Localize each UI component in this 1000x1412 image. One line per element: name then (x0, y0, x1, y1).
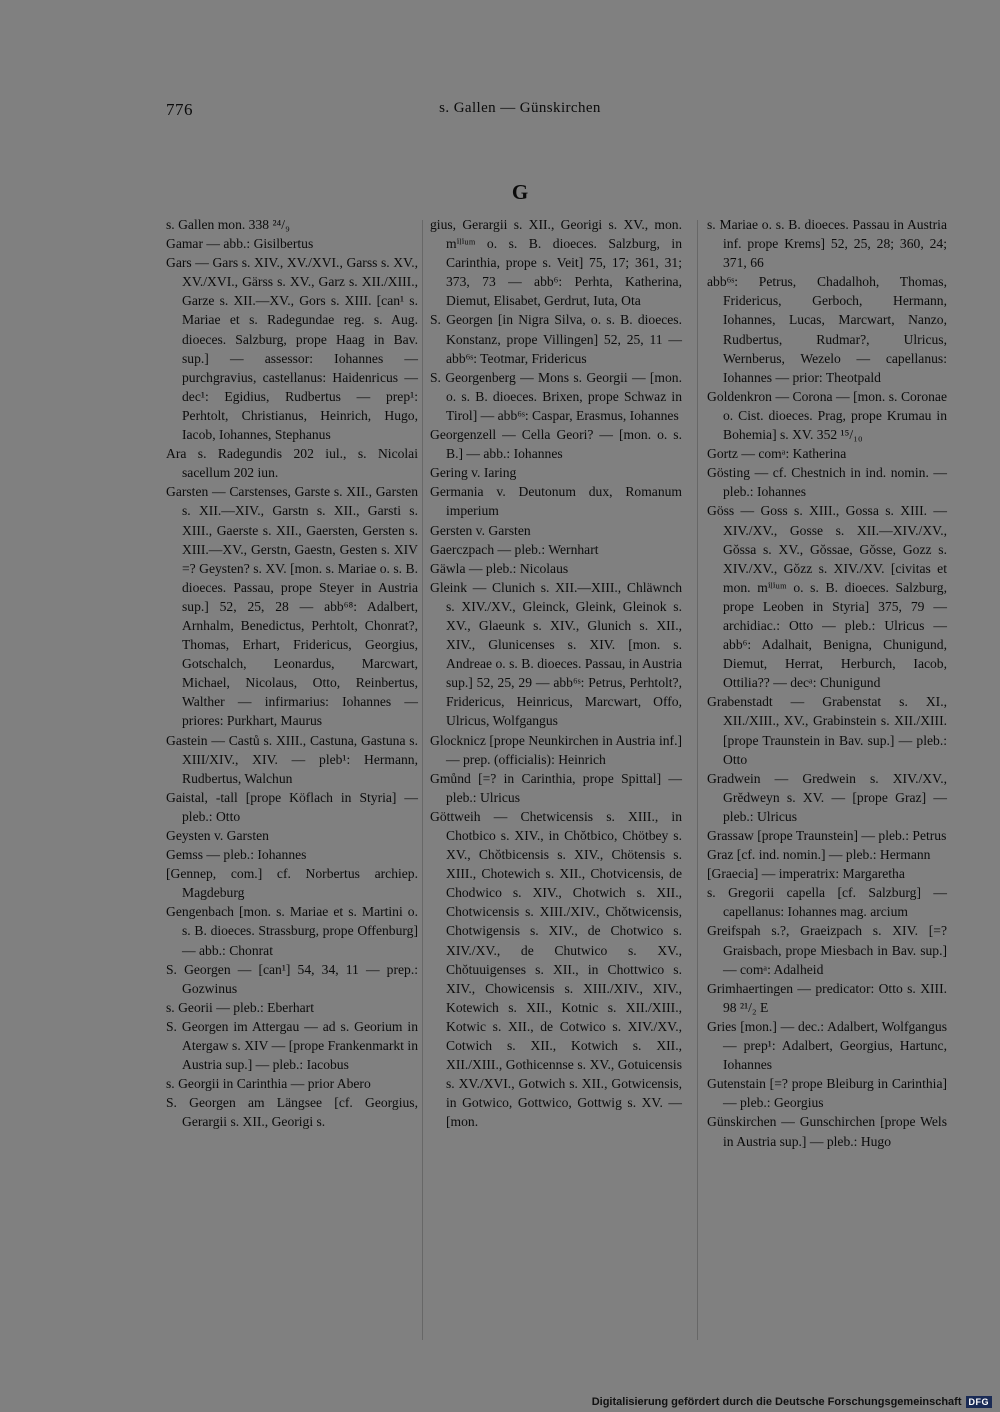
index-entry: Grimhaertingen — predicator: Otto s. XIII. 98 ²¹/₂ E (707, 980, 947, 1015)
index-entry: [Gennep, com.] cf. Norbertus archiep. Magdeburg (166, 866, 418, 901)
index-entry: Gries [mon.] — dec.: Adalbert, Wolfgangus — prep¹: Adalbert, Georgius, Hartunc, Iohannes (707, 1018, 947, 1073)
index-entry: Gengenbach [mon. s. Mariae et s. Martini o. s. B. dioeces. Strassburg, prope Offenburg] — abb.: Chonrat (166, 904, 418, 958)
index-entry: Gamar — abb.: Gisilbertus (166, 236, 314, 252)
index-entry: S. Georgen — [can¹] 54, 34, 11 — prep.: Gozwinus (166, 961, 418, 996)
column-left (166, 215, 418, 1132)
index-entry: s. Gregorii capella [cf. Salzburg] — capellanus: Iohannes mag. arcium (707, 885, 947, 920)
index-entry: gius, Gerargii s. XII., Georigi s. XV., mon. mⁱˡⁱᵘᵐ o. s. B. dioeces. Salzburg, in Carinthia, prope s. Veit] 75, 17; 361, 31; 373, 73 — abb⁶: Perhta, Katherina, Diemut, Elisabet, Gerdrut, Iuta, Ota (430, 217, 682, 309)
index-entry: Gaistal, -tall [prope Köflach in Styria] — pleb.: Otto (166, 789, 418, 824)
index-entry: Gradwein — Gredwein s. XIV./XV., Grĕdweyn s. XV. — [prope Graz] — pleb.: Ulricus (707, 770, 947, 824)
index-entry: Göss — Goss s. XIII., Gossa s. XIII. —XIV./XV., Gosse s. XII.—XIV./XV., Gŏssa s. XV., Gŏssae, Gŏsse, Gozz s. XIV./XV., Gŏzz s. XIV./XV. [civitas et mon. mⁱˡⁱᵘᵐ o. s. B. dioeces. Salzburg, prope Leoben in Styria] 375, 79 — archidiac.: Otto — pleb.: Ulricus — abb⁶: Adalhait, Benigna, Chunigund, Diemut, Herrat, Herburch, Iacob, Ottilia?? — decᵃ: Chunigund (707, 503, 947, 691)
index-entry: Gutenstain [=? prope Bleiburg in Carinthia] — pleb.: Georgius (707, 1076, 947, 1111)
index-entry: S. Georgen im Attergau — ad s. Georium in Atergaw s. XIV — [prope Frankenmarkt in Austria sup.] — pleb.: Iacobus (166, 1018, 418, 1073)
index-entry: Gars — Gars s. XIV., XV./XVI., Garss s. XV., XV./XVI., Gärss s. XV., Garz s. XII./XIII., Garze s. XII.—XV., Gors s. XIII. [can¹ s. Mariae et s. Radegundae reg. s. Aug. dioeces. Salzburg, prope Haag in Bav. sup.] — assessor: Iohannes — purchgravius, castellanus: Haidenricus — dec¹: Egidius, Rudbertus — prep¹: Perhtolt, Christianus, Heinrich, Hugo, Iacob, Iohannes, Stephanus (166, 255, 418, 443)
index-entry: Grassaw [prope Traunstein] — pleb.: Petrus (707, 828, 947, 843)
document-page (130, 60, 947, 1360)
index-entry: s. Georii — pleb.: Eberhart (166, 999, 314, 1015)
index-entry: Gösting — cf. Chestnich in ind. nomin. — pleb.: Iohannes (707, 465, 947, 500)
index-entry: S. Georgen [in Nigra Silva, o. s. B. dioeces. Konstanz, prope Villingen] 52, 25, 11 — abb⁶ˢ: Teotmar, Fridericus (430, 312, 682, 366)
column-right (707, 215, 947, 1151)
index-entry: Greifspah s.?, Graeizpach s. XIV. [=? Graisbach, prope Miesbach in Bav. sup.] — comᵃ: Adalheid (707, 923, 947, 977)
index-entry: Goldenkron — Corona — [mon. s. Coronae o. Cist. dioeces. Prag, prope Krumau in Bohemia] s. XV. 352 ¹⁵/₁₀ (707, 388, 947, 443)
index-entry: Glocknicz [prope Neunkirchen in Austria inf.] — prep. (officialis): Heinrich (430, 732, 682, 767)
index-entry: Ara s. Radegundis 202 iul., s. Nicolai sacellum 202 iun. (166, 446, 418, 481)
index-entry: abb⁶ˢ: Petrus, Chadalhoh, Thomas, Fridericus, Gerboch, Hermann, Iohannes, Lucas, Marcwart, Nanzo, Rudbertus, Rudmar?, Ulricus, Wernberus, Wezelo — capellanus: Iohannes — prior: Theotpald (707, 274, 947, 385)
section-letter: G (511, 180, 529, 204)
column-middle (430, 215, 682, 1132)
index-entry: Göttweih — Chetwicensis s. XIII., in Chotbico s. XIV., in Chŏtbico, Chötbey s. XV., Chŏtbicensis s. XIV., Chötensis s. XIII., Chotewich s. XII., Chotvicensis, de Chodwico s. XIV., Chotwich s. XII., Chotwicensis s. XIII./XIV., Chŏtwicensis, Chotwigensis s. XIV., de Chotwico s. XIV./XV., de Chutwico s. XV., Chŏtuuigenses s. XII., in Chottwico s. XIV., Chowicensis s. XIII./XIV., XIV., Kotewich s. XII., Kotnic s. XII./XIII., Kotwic s. XII., de Cotwico s. XIV./XV., Cotwich s. XII., Kotwich s. XII., XII./XIII., Gothicennse s. XV., Gotuicensis s. XV./XVI., Gotwich s. XII., Gotwicensis, in Gotwico, Gottwico, Gottwig s. XV. — [mon. (430, 808, 682, 1130)
index-entry: [Graecia] — imperatrix: Margaretha (707, 866, 905, 882)
index-entry: Gering v. Iaring (430, 465, 517, 481)
dfg-logo: DFG (966, 1396, 993, 1408)
index-entry: Gäwla — pleb.: Nicolaus (430, 560, 569, 576)
index-entry: Georgenzell — Cella Geori? — [mon. o. s. B.] — abb.: Iohannes (430, 427, 682, 462)
index-entry: Gersten v. Garsten (430, 522, 531, 538)
index-entry: Germania v. Deutonum dux, Romanum imperium (430, 484, 682, 519)
index-entry: Geysten v. Garsten (166, 828, 269, 843)
index-entry: s. Gallen mon. 338 ²⁴/₉ (166, 217, 290, 232)
index-entry: Gastein — Castů s. XIII., Castuna, Gastuna s. XIII/XIV., XIV. — pleb¹: Hermann, Rudbertus, Walchun (166, 732, 418, 786)
column-divider (422, 220, 423, 1340)
index-entry: Gleink — Clunich s. XII.—XIII., Chläwnch s. XIV./XV., Gleinck, Gleink, Gleinok s. XV., Glaeunk s. XIV., Glunich s. XII., XIV., Glunicenses s. XIV. [mon. s. Andreae o. s. B. dioeces. Passau, in Austria sup.] 52, 25, 29 — abb⁶ˢ: Petrus, Perhtolt?, Fridericus, Heinricus, Marcwart, Offo, Ulricus, Wolfgangus (430, 579, 682, 729)
index-entry: Garsten — Carstenses, Garste s. XII., Garsten s. XII.—XIV., Garstn s. XII., Garsti s. XIII., Gaerste s. XII., Gaersten, Gersten s. XIII.—XV., Gerstn, Gaestn, Gesten s. XIV =? Geysten? s. XV. [mon. s. Mariae o. s. B. dioeces. Passau, prope Steyer in Austria sup.] 52, 25, 28 — abb⁶⁸: Adalbert, Arnhalm, Benedictus, Perhtolt, Chonrat?, Thomas, Erhart, Fridericus, Georgius, Gotschalch, Leonardus, Marcwart, Michael, Nicolaus, Otto, Reinbertus, Walther — infirmarius: Iohannes — priores: Purkhart, Maurus (166, 484, 418, 729)
index-entry: s. Georgii in Carinthia — prior Abero (166, 1076, 371, 1092)
page-number: 776 (166, 100, 193, 119)
column-divider (697, 220, 698, 1340)
index-entry: Gemss — pleb.: Iohannes (166, 847, 307, 863)
index-entry: Graz [cf. ind. nomin.] — pleb.: Hermann (707, 847, 931, 863)
index-entry: Grabenstadt — Grabenstat s. XI., XII./XIII., XV., Grabinstein s. XII./XIII. [prope Traunstein in Bav. sup.] — pleb.: Otto (707, 694, 947, 767)
index-entry: Gortz — comᵃ: Katherina (707, 446, 847, 462)
index-entry: Gaerczpach — pleb.: Wernhart (430, 541, 599, 557)
footer-credit (592, 1396, 992, 1408)
index-entry: S. Georgenberg — Mons s. Georgii — [mon. o. s. B. dioeces. Brixen, prope Schwaz in Tirol] — abb⁶ˢ: Caspar, Erasmus, Iohannes (430, 369, 682, 423)
index-entry: s. Mariae o. s. B. dioeces. Passau in Austria inf. prope Krems] 52, 25, 28; 360, 24; 371, 66 (707, 217, 947, 271)
index-entry: S. Georgen am Längsee [cf. Georgius, Gerargii s. XII., Georigi s. (166, 1095, 418, 1130)
index-entry: Gmůnd [=? in Carinthia, prope Spittal] — pleb.: Ulricus (430, 770, 682, 805)
index-entry: Günskirchen — Gunschirchen [prope Wels in Austria sup.] — pleb.: Hugo (707, 1114, 947, 1149)
credit-text: Digitalisierung gefördert durch die Deutsche Forschungsgemeinschaft (591, 1396, 962, 1408)
running-title: s. Gallen — Günskirchen (439, 100, 601, 116)
